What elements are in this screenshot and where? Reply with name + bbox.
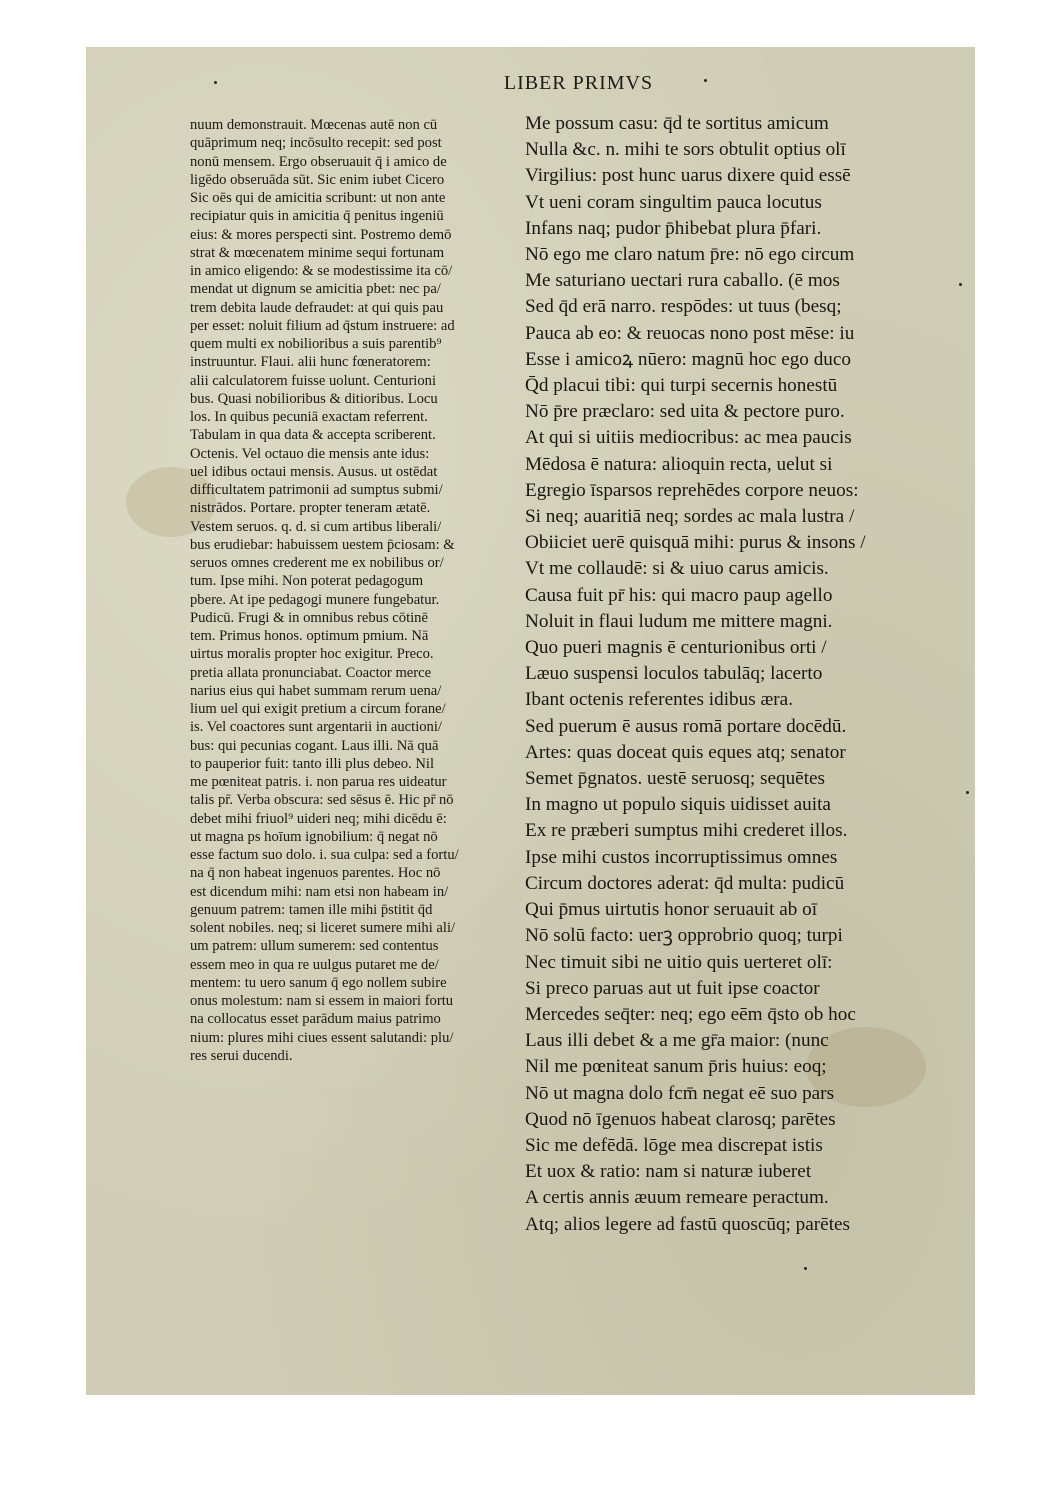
commentary-line: seruos omnes crederent me ex nobilibus or/ <box>190 555 444 571</box>
book-page <box>86 47 975 1395</box>
verse-line: Causa fuit pr̄ his: qui macro paup agello <box>525 584 833 606</box>
verse-line: Qui p̄mus uirtutis honor seruauit ab oī <box>525 899 818 921</box>
verse-line: Virgilius: post hunc uarus dixere quid essē <box>525 165 851 187</box>
verse-line: Sic me defēdā. lōge mea discrepat istis <box>525 1134 823 1156</box>
commentary-line: difficultatem patrimonii ad sumptus submi/ <box>190 482 443 498</box>
verse-line: Si preco paruas aut ut fuit ipse coactor <box>525 977 820 999</box>
verse-line: Mercedes seq̄ter: neq; ego eēm q̄sto ob hoc <box>525 1003 856 1025</box>
commentary-line: pretia allata pronunciabat. Coactor merce <box>190 664 432 681</box>
verse-line: Quo pueri magnis ē centurionibus orti / <box>525 637 827 659</box>
commentary-line: in amico eligendo: & se modestissime ita cō/ <box>190 263 453 279</box>
commentary-line: pbere. At ipe pedagogi munere fungebatur. <box>190 591 440 608</box>
verse-line: Esse i amicoꝝ nūero: magnū hoc ego duco <box>525 348 851 370</box>
verse-line: Pauca ab eo: & reuocas nono post mēse: iu <box>525 322 855 344</box>
commentary-line: uel idibus octaui mensis. Ausus. ut ostēdat <box>190 463 438 480</box>
verse-line: Nō solū facto: uerꝫ opprobrio quoq; turpi <box>525 925 843 947</box>
verse-line: Semet p̄gnatos. uestē seruosq; sequētes <box>525 768 826 790</box>
verse-line: Si neq; auaritiā neq; sordes ac mala lustra / <box>525 506 855 528</box>
commentary-line: um patrem: ullum sumerem: sed contentus <box>190 938 439 955</box>
commentary-line: Octenis. Vel octauo die mensis ante idus: <box>190 445 430 462</box>
verse-line: Obiiciet uerē quisquā mihi: purus & insons / <box>525 532 866 554</box>
commentary-line: Pudicū. Frugi & in omnibus rebus cōtinē <box>190 609 428 626</box>
commentary-line: Sic oēs qui de amicitia scribunt: ut non ante <box>190 190 446 206</box>
commentary-line: debet mihi friuol⁹ uideri neq; mihi dicēdu ē: <box>190 810 447 827</box>
commentary-line: instruuntur. Flaui. alii hunc fœneratorem: <box>190 354 431 371</box>
commentary-column <box>190 116 516 1065</box>
verse-column <box>525 111 965 1238</box>
commentary-line: me pœniteat patris. i. non parua res uideatur <box>190 774 447 790</box>
verse-line: Sed q̄d erā narro. respōdes: ut tuus (besq; <box>525 296 842 318</box>
commentary-line: eius: & mores perspecti sint. Postremo demō <box>190 226 452 243</box>
commentary-line: essem meo in qua re uulgus putaret me de/ <box>190 956 439 973</box>
commentary-line: tum. Ipse mihi. Non poterat pedagogum <box>190 573 424 590</box>
verse-line: Læuo suspensi loculos tabulāq; lacerto <box>525 663 823 685</box>
verse-line: Ibant octenis referentes idibus æra. <box>525 689 793 711</box>
verse-line: Mēdosa ē natura: alioquin recta, uelut si <box>525 453 833 475</box>
commentary-line: narius eius qui habet summam rerum uena/ <box>190 682 442 699</box>
commentary-line: talis pr̄. Verba obscura: sed sēsus ē. Hic pr̄ nō <box>190 792 454 809</box>
verse-line: A certis annis æuum remeare peractum. <box>525 1187 829 1209</box>
commentary-line: genuum patrem: tamen ille mihi p̄stitit q̄d <box>190 901 433 918</box>
verse-line: Circum doctores aderat: q̄d multa: pudicū <box>525 872 845 894</box>
commentary-line: nonū mensem. Ergo obseruauit q̄ i amico de <box>190 153 447 170</box>
commentary-line: na collocatus esset parādum maius patrimo <box>190 1011 441 1028</box>
verse-line: Nō ut magna dolo fcm̄ negat eē suo pars <box>525 1082 835 1104</box>
commentary-line: strat & mœcenatem minime sequi fortunam <box>190 244 445 261</box>
commentary-line: bus. Quasi nobilioribus & ditioribus. Locu <box>190 390 438 407</box>
verse-line: Et uox & ratio: nam si naturæ iuberet <box>525 1161 812 1183</box>
commentary-line: quem multi ex nobilioribus a suis parentib⁹ <box>190 336 442 352</box>
commentary-line: trem debita laude defraudet: at qui quis pau <box>190 299 444 316</box>
running-title: LIBER PRIMVS <box>503 72 654 94</box>
commentary-line: bus erudiebar: habuissem uestem p̄ciosam: & <box>190 536 455 553</box>
commentary-line: recipiatur quis in amicitia q̄ penitus ingeniū <box>190 208 444 225</box>
verse-line: Ex re præberi sumptus mihi crederet illos. <box>525 820 848 842</box>
commentary-line: Tabulam in qua data & accepta scriberent. <box>190 427 436 444</box>
verse-line: Nulla &c. n. mihi te sors obtulit optius olī <box>525 139 846 161</box>
verse-line: Me saturiano uectari rura caballo. (ē mos <box>525 270 840 292</box>
verse-line: Vt ueni coram singultim pauca locutus <box>525 191 822 213</box>
paper-speck <box>966 791 969 794</box>
verse-line: Me possum casu: q̄d te sortitus amicum <box>525 113 829 134</box>
verse-line: Nec timuit sibi ne uitio quis uerteret olī: <box>525 951 833 973</box>
commentary-line: nistrādos. Portare. propter teneram ætatē. <box>190 500 431 517</box>
paper-speck <box>804 1267 807 1270</box>
commentary-line: est dicendum mihi: nam etsi non habeam in/ <box>190 883 449 900</box>
commentary-line: is. Vel coactores sunt argentarii in auctioni/ <box>190 719 442 736</box>
verse-line: Noluit in flaui ludum me mittere magni. <box>525 610 833 632</box>
commentary-line: res serui ducendi. <box>190 1047 293 1064</box>
commentary-line: los. In quibus pecuniā exactam referrent. <box>190 409 428 425</box>
verse-line: Infans naq; pudor p̄hibebat plura p̄fari. <box>525 217 822 239</box>
commentary-line: esse factum suo dolo. i. sua culpa: sed a fortu/ <box>190 847 459 863</box>
verse-line: Quod nō īgenuos habeat clarosq; parētes <box>525 1108 836 1130</box>
commentary-line: solent nobiles. neq; si liceret sumere mihi ali/ <box>190 920 456 936</box>
verse-line: Egregio īsparsos reprehēdes corpore neuos: <box>525 479 859 501</box>
commentary-line: nium: plures mihi ciues essent salutandi: plu/ <box>190 1029 454 1046</box>
verse-line: Q̄d placui tibi: qui turpi secernis honestū <box>525 375 838 397</box>
commentary-line: nuum demonstrauit. Mœcenas autē non cū <box>190 117 438 133</box>
verse-line: Sed puerum ē ausus romā portare docēdū. <box>525 715 847 737</box>
verse-line: In magno ut populo siquis uidisset auita <box>525 794 831 816</box>
commentary-line: Vestem seruos. q. d. si cum artibus liberali/ <box>190 518 442 535</box>
commentary-line: quāprimum neq; incōsulto recepit: sed post <box>190 135 442 152</box>
verse-line: Laus illi debet & a me gr̄a maior: (nunc <box>525 1030 829 1052</box>
verse-line: Nō ego me claro natum p̄re: nō ego circum <box>525 244 855 266</box>
commentary-line: to pauperior fuit: tanto illi plus debeo. Nil <box>190 755 434 772</box>
commentary-line: alii calculatorem fuisse uolunt. Centurioni <box>190 372 437 389</box>
commentary-line: mendat ut dignum se amicitia pbet: nec pa/ <box>190 281 441 298</box>
verse-line: Vt me collaudē: si & uiuo carus amicis. <box>525 558 829 580</box>
verse-line: Artes: quas doceat quis eques atq; senator <box>525 741 846 763</box>
commentary-line: per esset: noluit filium ad q̄stum instruere: ad <box>190 317 455 334</box>
commentary-line: bus: qui pecunias cogant. Laus illi. Nā quā <box>190 737 439 754</box>
verse-line: Ipse mihi custos incorruptissimus omnes <box>525 846 838 868</box>
commentary-line: lium uel qui exigit pretium a circum forane/ <box>190 701 446 717</box>
verse-line: Nil me pœniteat sanum p̄ris huius: eoq; <box>525 1056 827 1078</box>
commentary-line: mentem: tu uero sanum q̄ ego nollem subire <box>190 974 447 991</box>
commentary-line: tem. Primus honos. optimum pmium. Nā <box>190 628 429 644</box>
verse-line: At qui si uitiis mediocribus: ac mea paucis <box>525 427 852 449</box>
verse-line: Atq; alios legere ad fastū quoscūq; parētes <box>525 1213 851 1235</box>
verse-line: Nō p̄re præclaro: sed uita & pectore puro. <box>525 401 845 423</box>
commentary-line: onus molestum: nam si essem in maiori fortu <box>190 993 454 1009</box>
commentary-line: na q̄ non habeat ingenuos parentes. Hoc nō <box>190 865 441 882</box>
commentary-line: ut magna ps hoīum ignobilium: q̄ negat nō <box>190 828 438 845</box>
commentary-line: uirtus moralis propter hoc exigitur. Preco. <box>190 646 434 663</box>
commentary-line: ligēdo obseruāda sūt. Sic enim iubet Cicero <box>190 171 445 188</box>
